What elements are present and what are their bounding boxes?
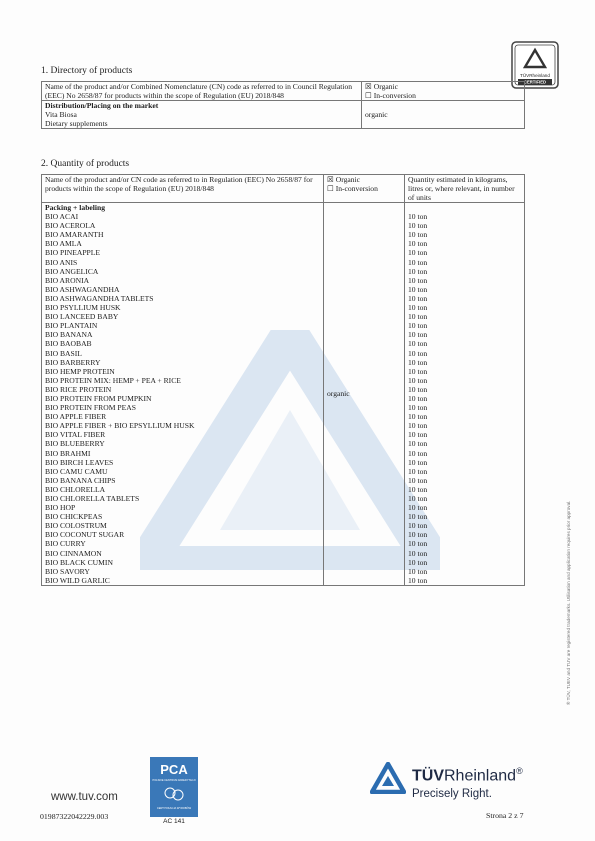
product-qty: 10 ton xyxy=(408,439,428,449)
product-qty: 10 ton xyxy=(408,375,428,385)
product-name: BIO AMARANTH xyxy=(45,230,104,240)
product-name: BIO LANCEED BABY xyxy=(45,312,119,322)
directory-header-row xyxy=(42,82,525,101)
product-qty-cell xyxy=(405,203,525,586)
product-qty: 10 ton xyxy=(408,257,428,267)
product-names-cell xyxy=(42,203,324,586)
product-qty: 10 ton xyxy=(408,330,428,340)
page-number: Strona 2 z 7 xyxy=(486,811,524,820)
product-name: BIO PROTEIN FROM PEAS xyxy=(45,403,136,413)
stamp-label: CERTIFIED xyxy=(523,79,547,85)
product-qty: 10 ton xyxy=(408,384,428,394)
directory-status: organic xyxy=(362,101,525,129)
product-qty: 10 ton xyxy=(408,275,428,285)
product-name: BIO BIRCH LEAVES xyxy=(45,457,114,467)
product-name: BIO APPLE FIBER xyxy=(45,412,107,422)
product-name: BIO CAMU CAMU xyxy=(45,466,108,476)
product-qty: 10 ton xyxy=(408,503,428,513)
product-name: BIO PSYLLIUM HUSK xyxy=(45,303,121,313)
tuv-prefix: TÜV xyxy=(412,767,444,785)
product-name: BIO APPLE FIBER + BIO EPSYLLIUM HUSK xyxy=(45,421,195,431)
product-qty: 10 ton xyxy=(408,293,428,303)
product-name: BIO RICE PROTEIN xyxy=(45,384,112,394)
product-qty: 10 ton xyxy=(408,494,428,503)
product-name: BIO HEMP PROTEIN xyxy=(45,366,115,376)
product-name: BIO BANANA CHIPS xyxy=(45,475,116,485)
pca-cert: CERTYFIKACJA WYROBÓW xyxy=(156,807,192,810)
product-qty: 10 ton xyxy=(408,539,428,549)
product-qty: 10 ton xyxy=(408,312,428,322)
directory-header-text: Name of the product and/or Combined Nomenclature (CN) code as referred to in Council Regulation (EEC) No 2658/87 for products within the scope of Regulation (EU) 2018/848 xyxy=(42,82,362,101)
products-status: organic xyxy=(324,203,405,586)
product-qty: 10 ton xyxy=(408,366,428,376)
product-name: BIO BARBERRY xyxy=(45,357,101,367)
product-name: BIO ACEROLA xyxy=(45,221,96,231)
product-name: BIO CHLORELLA TABLETS xyxy=(45,494,140,503)
product-name: BIO CHICKPEAS xyxy=(45,512,103,522)
product-name: BIO AMLA xyxy=(45,239,82,249)
product-name: BIO SAVORY xyxy=(45,566,90,576)
product-name: BIO PROTEIN FROM PUMPKIN xyxy=(45,393,152,403)
product-qty: 10 ton xyxy=(408,475,428,485)
product-qty: 10 ton xyxy=(408,221,428,231)
tuv-slogan: Precisely Right. xyxy=(412,788,492,800)
product-qty: 10 ton xyxy=(408,339,428,349)
product-qty: 10 ton xyxy=(408,348,428,358)
product-name: BIO BASIL xyxy=(45,348,82,358)
products-row xyxy=(42,203,525,586)
product-name: BIO BAOBAB xyxy=(45,339,92,349)
section1-title: 1. Directory of products xyxy=(41,66,133,76)
distribution-label: Distribution/Placing on the market xyxy=(45,101,159,110)
pca-sub: POLSKIE CENTRUM AKREDYTACJI xyxy=(152,779,196,782)
product-qty: 10 ton xyxy=(408,548,428,558)
tuv-rest: Rheinland xyxy=(444,767,517,785)
tuv-wordmark xyxy=(412,766,523,785)
quantity-table xyxy=(41,174,525,586)
product-qty: 10 ton xyxy=(408,466,428,476)
in-conversion-checkbox: ☐ In-conversion xyxy=(327,184,378,193)
footer-url[interactable]: www.tuv.com xyxy=(51,791,118,803)
product-name: BIO ACAI xyxy=(45,212,79,222)
quantity-header-estimate: Quantity estimated in kilograms, litres or, where relevant, in number of units xyxy=(405,175,525,203)
directory-status-options xyxy=(362,82,525,101)
product-name: BIO BLUEBERRY xyxy=(45,439,105,449)
product-qty: 10 ton xyxy=(408,557,428,567)
product-qty: 10 ton xyxy=(408,484,428,494)
product-name: BIO ASHWAGANDHA xyxy=(45,284,120,294)
directory-table xyxy=(41,81,525,129)
product-qty: 10 ton xyxy=(408,448,428,458)
quantity-header-text: Name of the product and/or CN code as referred to in Regulation (EEC) No 2658/87 for products within the scope of Regulation (EU) 2018/848 xyxy=(42,175,324,203)
product-qty: 10 ton xyxy=(408,321,428,331)
trademark-note-text: ® TÜV, TUEV and TUV are registered trademarks. Utilisation and application requires prior approval. xyxy=(566,500,571,705)
trademark-side-note xyxy=(561,405,575,705)
product-name: BIO BLACK CUMIN xyxy=(45,557,113,567)
product-name: BIO VITAL FIBER xyxy=(45,430,106,440)
product-qty: 10 ton xyxy=(408,357,428,367)
product-qty: 10 ton xyxy=(408,512,428,522)
product-qty: 10 ton xyxy=(408,230,428,240)
product-qty: 10 ton xyxy=(408,284,428,294)
tuv-reg: ® xyxy=(516,766,523,776)
product-qty: 10 ton xyxy=(408,521,428,531)
product-qty: 10 ton xyxy=(408,412,428,422)
product-qty: 10 ton xyxy=(408,457,428,467)
product-qty: 10 ton xyxy=(408,266,428,276)
document-code: 01987322042229.003 xyxy=(40,812,109,821)
product-qty: 10 ton xyxy=(408,421,428,431)
product-name: BIO PROTEIN MIX: HEMP + PEA + RICE xyxy=(45,375,181,385)
product-qty: 10 ton xyxy=(408,212,428,222)
product-qty: 10 ton xyxy=(408,239,428,249)
product-name: BIO ANIS xyxy=(45,257,78,267)
product-name: BIO ANGELICA xyxy=(45,266,99,276)
product-name: BIO CINNAMON xyxy=(45,548,102,558)
stamp-brand: TÜVRheinland xyxy=(520,73,550,78)
quantity-header-row xyxy=(42,175,525,203)
product-name: BIO BANANA xyxy=(45,330,93,340)
product-category: Dietary supplements xyxy=(45,119,108,128)
section2-title: 2. Quantity of products xyxy=(41,159,130,169)
organic-checkbox: ☒ Organic xyxy=(365,82,399,91)
product-qty: 10 ton xyxy=(408,566,428,576)
product-name: BIO PLANTAIN xyxy=(45,321,98,331)
product-qty: 10 ton xyxy=(408,430,428,440)
product-qty: 10 ton xyxy=(408,530,428,540)
tuv-triangle-logo-icon xyxy=(370,762,406,794)
product-name: BIO CHLORELLA xyxy=(45,484,106,494)
company-name: Vita Biosa xyxy=(45,110,77,119)
product-name: BIO HOP xyxy=(45,503,76,513)
product-name: BIO PINEAPPLE xyxy=(45,248,101,258)
directory-product-row xyxy=(42,101,525,129)
product-qty: 10 ton xyxy=(408,403,428,413)
product-qty: 10 ton xyxy=(408,575,428,585)
product-qty: 10 ton xyxy=(408,393,428,403)
pca-accreditation-logo-icon xyxy=(150,757,198,817)
product-name: BIO WILD GARLIC xyxy=(45,575,110,585)
product-qty: 10 ton xyxy=(408,248,428,258)
product-name: BIO COCONUT SUGAR xyxy=(45,530,125,540)
product-name: BIO ARONIA xyxy=(45,275,90,285)
pca-brand: PCA xyxy=(160,762,188,777)
product-name: BIO BRAHMI xyxy=(45,448,91,458)
product-name: BIO ASHWAGANDHA TABLETS xyxy=(45,293,154,303)
in-conversion-checkbox: ☐ In-conversion xyxy=(365,91,416,100)
group-label: Packing + labeling xyxy=(45,203,106,212)
quantity-status-options xyxy=(324,175,405,203)
organic-checkbox: ☒ Organic xyxy=(327,175,361,184)
product-name: BIO CURRY xyxy=(45,539,86,549)
product-qty: 10 ton xyxy=(408,303,428,313)
product-name: BIO COLOSTRUM xyxy=(45,521,107,531)
pca-number: AC 141 xyxy=(163,818,185,825)
